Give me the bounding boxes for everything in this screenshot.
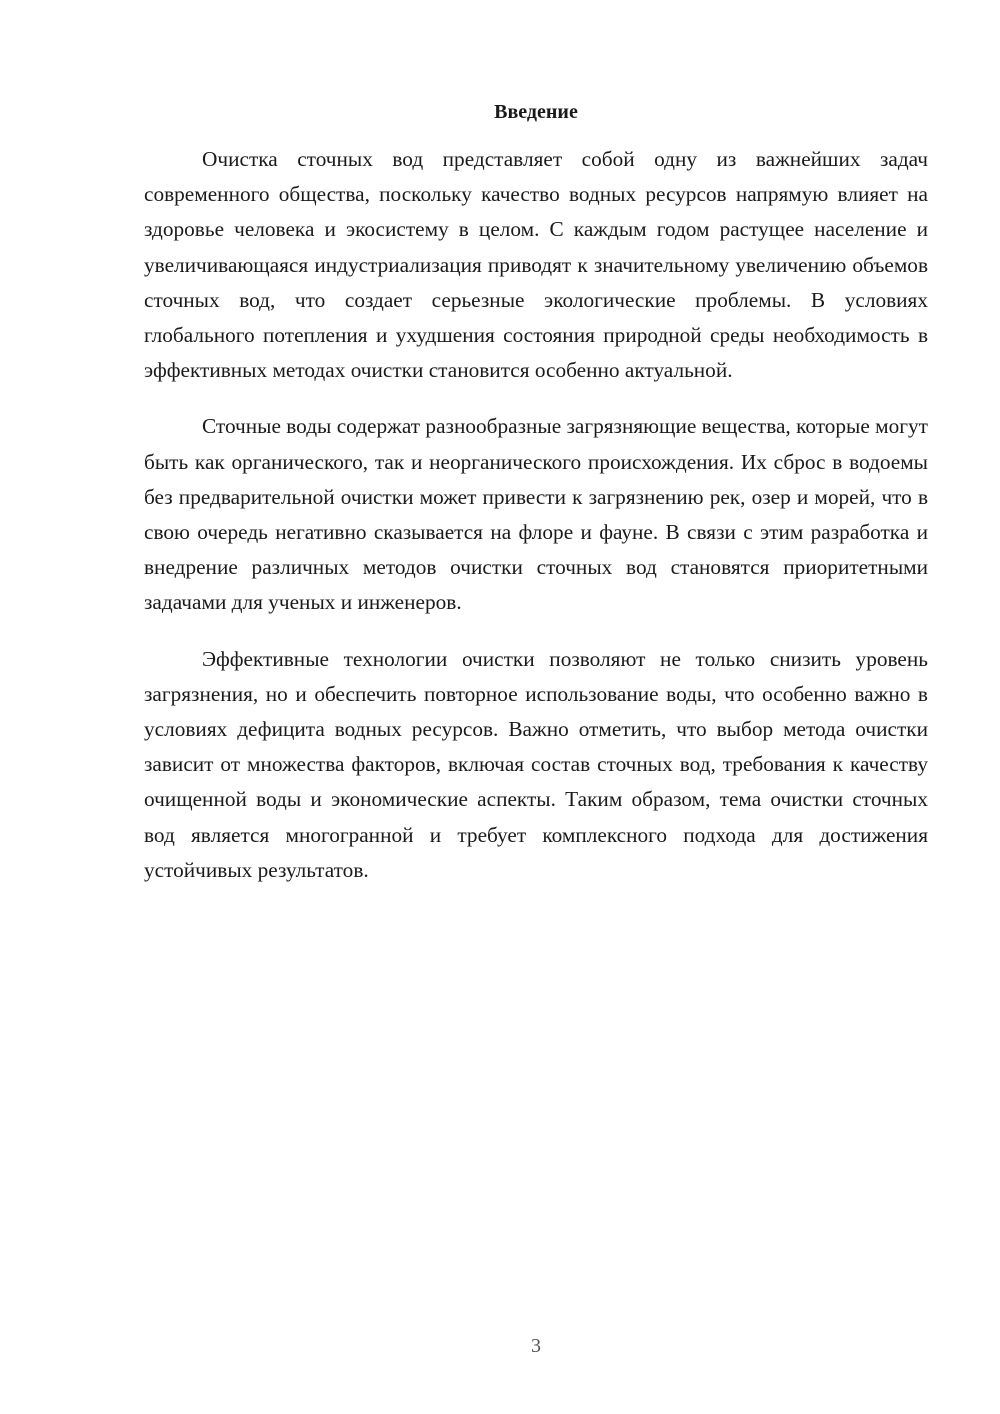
section-heading: Введение — [494, 101, 578, 123]
paragraph-1: Очистка сточных вод представляет собой одну из важнейших задач современного общества, поскольку качество водных ресурсов напрямую влияет на здоровье человека и экосистему в целом. С каждым годом растущее население и увеличивающаяся индустриализация приводят к значительному увеличению объемов сточных вод, что создает серьезные экологические проблемы. В условиях глобального потепления и ухудшения состояния природной среды необходимость в эффективных методах очистки становится особенно актуальной. — [144, 147, 928, 383]
paragraph-2: Сточные воды содержат разнообразные загрязняющие вещества, которые могут быть как органического, так и неорганического происхождения. Их сброс в водоемы без предварительной очистки может привести к загрязнению рек, озер и морей, что в свою очередь негативно сказывается на флоре и фауне. В связи с этим разработка и внедрение различных методов очистки сточных вод становятся приоритетными задачами для ученых и инженеров. — [144, 414, 928, 615]
page-number: 3 — [531, 1335, 541, 1357]
body-text — [144, 142, 928, 909]
paragraph-3: Эффективные технологии очистки позволяют не только снизить уровень загрязнения, но и обеспечить повторное использование воды, что особенно важно в условиях дефицита водных ресурсов. Важно отметить, что выбор метода очистки зависит от множества факторов, включая состав сточных вод, требования к качеству очищенной воды и экономические аспекты. Таким образом, тема очистки сточных вод является многогранной и требует комплексного подхода для достижения устойчивых результатов. — [144, 646, 928, 882]
